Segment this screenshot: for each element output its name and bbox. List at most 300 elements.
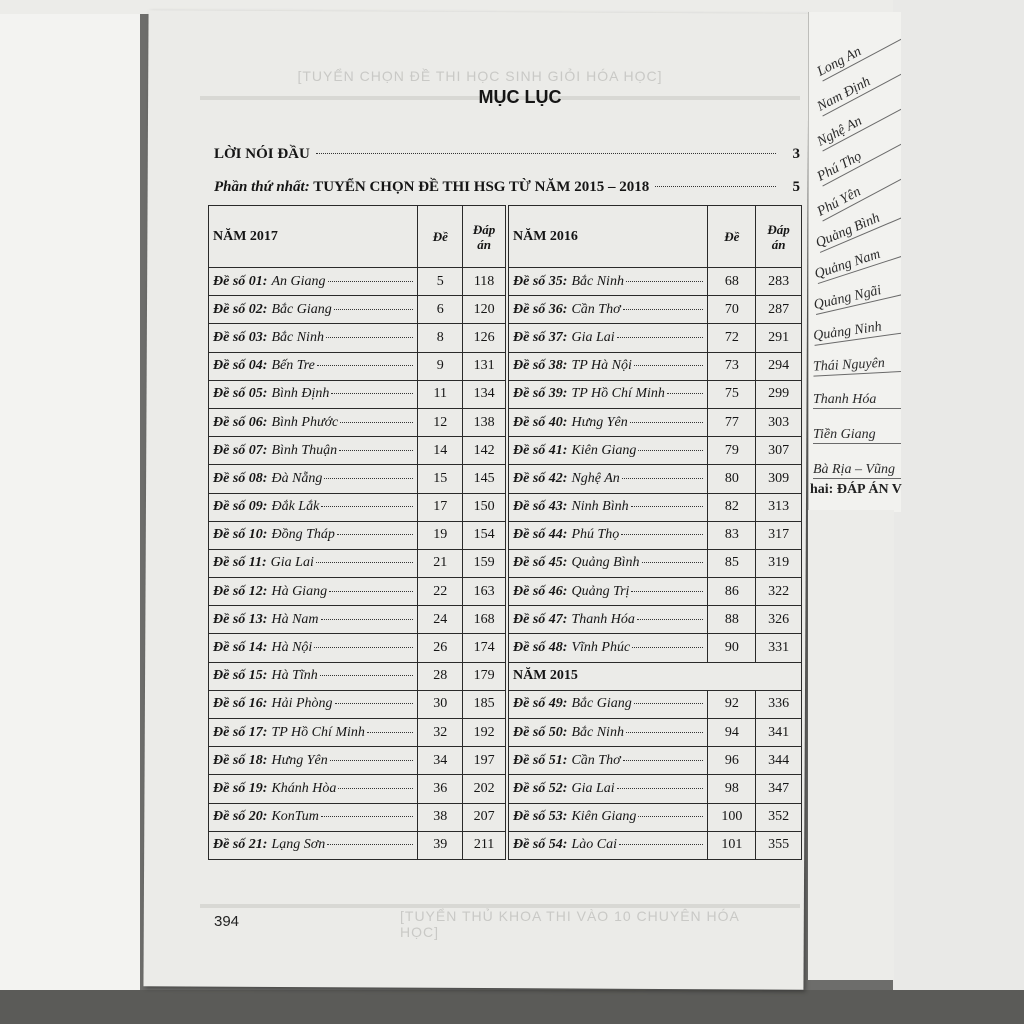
toc-entry-row[interactable] (209, 578, 506, 606)
entry-prefix: Đề số (213, 358, 246, 374)
entry-name-cell (209, 465, 418, 493)
entry-label (213, 274, 267, 290)
next-page-item: Phú Thọ (815, 125, 901, 187)
entry-dapan-page: 174 (463, 634, 506, 662)
entry-province: Bắc Giang (271, 301, 332, 317)
entry-de-page: 77 (708, 408, 756, 436)
entry-prefix: Đề số (513, 442, 546, 458)
entry-prefix: Đề số (213, 724, 246, 740)
next-page-item: Thanh Hóa (813, 392, 901, 409)
entry-province: Hà Nội (271, 640, 313, 656)
entry-dapan-page: 154 (463, 521, 506, 549)
entry-code: 47: (548, 611, 568, 627)
entry-dapan-page: 303 (756, 408, 802, 436)
dot-leader (326, 337, 413, 338)
next-page-item: Nam Định (815, 55, 901, 117)
entry-province: TP Hồ Chí Minh (571, 386, 665, 402)
toc-entry-row[interactable] (509, 578, 802, 606)
entry-label (513, 584, 567, 600)
entry-de-page: 88 (708, 606, 756, 634)
entry-prefix: Đề số (513, 752, 546, 768)
toc-entry-row[interactable] (209, 803, 506, 831)
entry-name-cell (209, 578, 418, 606)
entry-dapan-page: 145 (463, 465, 506, 493)
entry-dapan-page: 138 (463, 408, 506, 436)
entry-province: Đắk Lắk (271, 499, 320, 515)
entry-prefix: Đề số (213, 329, 246, 345)
toc-entry-row[interactable] (509, 352, 802, 380)
entry-label (513, 696, 567, 712)
background-left (0, 0, 140, 1024)
entry-prefix: Đề số (213, 696, 246, 712)
entry-dapan-page: 118 (463, 268, 506, 296)
toc-entry-row[interactable] (509, 606, 802, 634)
entry-name-cell (209, 437, 418, 465)
entry-dapan-page: 179 (463, 662, 506, 690)
dot-leader (321, 816, 413, 817)
entry-label (213, 837, 267, 853)
entry-province: Quảng Trị (571, 583, 630, 599)
next-page-item: Quảng Ngãi (812, 276, 901, 315)
entry-province: Đồng Tháp (271, 527, 335, 543)
entry-province: Cần Thơ (571, 752, 621, 768)
entry-de-page: 36 (418, 775, 463, 803)
entry-de-page: 80 (708, 465, 756, 493)
dot-leader (340, 422, 413, 423)
entry-de-page: 68 (708, 268, 756, 296)
entry-prefix: Đề số (513, 386, 546, 402)
entry-name-cell (209, 634, 418, 662)
entry-province: Bình Thuận (271, 442, 338, 458)
entry-prefix: Đề số (213, 414, 246, 430)
entry-de-page: 32 (418, 719, 463, 747)
entry-dapan-page: 309 (756, 465, 802, 493)
entry-code: 09: (248, 499, 268, 515)
entry-label (513, 753, 567, 769)
next-page-strip (808, 12, 901, 512)
entry-prefix: Đề số (513, 555, 546, 571)
toc-entry-row[interactable] (509, 493, 802, 521)
background-right (893, 0, 1024, 1024)
entry-province: TP Hà Nội (571, 358, 632, 374)
entry-code: 37: (548, 329, 568, 345)
entry-code: 15: (248, 668, 268, 684)
entry-de-page: 30 (418, 690, 463, 718)
entry-prefix: Đề số (213, 668, 246, 684)
entry-prefix: Đề số (213, 470, 246, 486)
entry-prefix: Đề số (213, 527, 246, 543)
entry-code: 02: (248, 301, 268, 317)
entry-dapan-page: 355 (756, 831, 802, 859)
entry-label (213, 471, 267, 487)
entry-name-cell (509, 296, 708, 324)
toc-entry-row[interactable] (509, 408, 802, 436)
entry-code: 19: (248, 780, 268, 796)
toc-entry-row[interactable] (209, 662, 506, 690)
running-header: [TUYỂN CHỌN ĐỀ THI HỌC SINH GIỎI HÓA HỌC] (297, 68, 663, 84)
entry-label (513, 471, 567, 487)
toc-entry-row[interactable] (509, 521, 802, 549)
entry-code: 44: (548, 527, 568, 543)
next-page-heading: hai: ĐÁP ÁN V (810, 482, 902, 497)
entry-dapan-page: 344 (756, 747, 802, 775)
entry-de-page: 5 (418, 268, 463, 296)
dot-leader (334, 309, 414, 310)
entry-dapan-page: 163 (463, 578, 506, 606)
entry-de-page: 8 (418, 324, 463, 352)
entry-label (513, 725, 567, 741)
dot-leader (314, 647, 413, 648)
entry-code: 03: (248, 329, 268, 345)
dot-leader (321, 506, 413, 507)
toc-entry-row[interactable] (209, 437, 506, 465)
entry-dapan-page: 150 (463, 493, 506, 521)
entry-de-page: 38 (418, 803, 463, 831)
dot-leader (617, 337, 704, 338)
entry-province: Hưng Yên (271, 752, 328, 768)
toc-entry-row[interactable] (209, 747, 506, 775)
entry-code: 10: (248, 527, 268, 543)
entry-province: Ninh Bình (571, 499, 629, 515)
entry-label (213, 499, 267, 515)
entry-province: Hà Nam (271, 611, 319, 627)
toc-entry-row[interactable] (509, 549, 802, 577)
entry-name-cell (209, 521, 418, 549)
toc-entry-row[interactable] (209, 690, 506, 718)
entry-label (513, 527, 567, 543)
entry-dapan-page: 319 (756, 549, 802, 577)
toc-entry-row[interactable] (509, 831, 802, 859)
col-header-de: Đề (418, 206, 463, 268)
dot-leader (626, 732, 704, 733)
entry-name-cell (209, 662, 418, 690)
entry-name-cell (209, 690, 418, 718)
dot-leader (339, 450, 413, 451)
entry-province: Phú Thọ (571, 527, 620, 543)
entry-dapan-page: 142 (463, 437, 506, 465)
entry-name-cell (209, 493, 418, 521)
entry-name-cell (209, 408, 418, 436)
toc-entry-row[interactable] (209, 634, 506, 662)
entry-prefix: Đề số (513, 611, 546, 627)
running-footer: [TUYỂN THỦ KHOA THI VÀO 10 CHUYÊN HÓA HỌC] (400, 908, 740, 940)
entry-label (513, 555, 567, 571)
entry-label (513, 612, 567, 628)
entry-de-page: 17 (418, 493, 463, 521)
entry-dapan-page: 352 (756, 803, 802, 831)
entry-prefix: Đề số (513, 724, 546, 740)
toc-part1-prefix: Phần thứ nhất: (214, 179, 310, 195)
dot-leader (327, 844, 413, 845)
dot-leader (626, 281, 704, 282)
entry-prefix: Đề số (213, 442, 246, 458)
entry-dapan-page: 331 (756, 634, 802, 662)
entry-dapan-page: 168 (463, 606, 506, 634)
toc-entry-row[interactable] (209, 408, 506, 436)
entry-prefix: Đề số (513, 696, 546, 712)
dot-leader (632, 647, 703, 648)
dot-leader (328, 281, 414, 282)
entry-name-cell (509, 803, 708, 831)
entry-prefix: Đề số (213, 555, 246, 571)
entry-name-cell (509, 437, 708, 465)
entry-name-cell (209, 803, 418, 831)
entry-province: Gia Lai (270, 555, 314, 571)
entry-de-page: 92 (708, 690, 756, 718)
entry-label (513, 499, 567, 515)
entry-de-page: 83 (708, 521, 756, 549)
entry-province: Thanh Hóa (571, 611, 635, 627)
toc-entry-row[interactable] (209, 296, 506, 324)
entry-label (513, 837, 567, 853)
entry-dapan-page: 322 (756, 578, 802, 606)
entry-dapan-page: 283 (756, 268, 802, 296)
dot-leader (324, 478, 413, 479)
toc-entry-row[interactable] (209, 380, 506, 408)
entry-code: 01: (248, 273, 268, 289)
entry-de-page: 28 (418, 662, 463, 690)
entry-dapan-page: 307 (756, 437, 802, 465)
entry-name-cell (209, 268, 418, 296)
entry-dapan-page: 347 (756, 775, 802, 803)
entry-code: 05: (248, 386, 268, 402)
entry-prefix: Đề số (213, 611, 246, 627)
toc-entry-row[interactable] (509, 465, 802, 493)
dot-leader (634, 703, 704, 704)
entry-province: Lạng Sơn (271, 837, 326, 853)
entry-code: 39: (548, 386, 568, 402)
entry-dapan-page: 207 (463, 803, 506, 831)
dot-leader (329, 591, 413, 592)
entry-prefix: Đề số (513, 470, 546, 486)
next-page-item: Long An (815, 20, 901, 82)
toc-entry-row[interactable] (509, 634, 802, 662)
entry-de-page: 90 (708, 634, 756, 662)
entry-code: 07: (248, 442, 268, 458)
toc-entry-row[interactable] (209, 324, 506, 352)
toc-part1-label: TUYỂN CHỌN ĐỀ THI HSG TỪ NĂM 2015 – 2018 (313, 179, 650, 195)
entry-prefix: Đề số (513, 358, 546, 374)
entry-dapan-page: 291 (756, 324, 802, 352)
entry-label (213, 696, 267, 712)
entry-label (213, 668, 267, 684)
entry-label (213, 584, 267, 600)
entry-prefix: Đề số (513, 499, 546, 515)
entry-dapan-page: 134 (463, 380, 506, 408)
entry-province: Bắc Ninh (571, 273, 624, 289)
entry-label (513, 781, 567, 797)
entry-name-cell (209, 719, 418, 747)
dot-leader (631, 591, 703, 592)
next-page-item: Tiền Giang (813, 427, 901, 444)
entry-prefix: Đề số (513, 583, 546, 599)
entry-name-cell (509, 578, 708, 606)
entry-label (513, 330, 567, 346)
entry-prefix: Đề số (513, 837, 546, 853)
toc-table-2016-2015 (508, 205, 802, 860)
entry-de-page: 70 (708, 296, 756, 324)
entry-prefix: Đề số (213, 583, 246, 599)
entry-label (513, 443, 567, 459)
toc-entry-row[interactable] (509, 437, 802, 465)
toc-entry-row[interactable] (509, 803, 802, 831)
entry-name-cell (509, 521, 708, 549)
dot-leader (642, 562, 704, 563)
toc-entry-row[interactable] (209, 831, 506, 859)
toc-entry-row[interactable] (509, 775, 802, 803)
entry-code: 13: (248, 611, 268, 627)
entry-dapan-page: 326 (756, 606, 802, 634)
dot-leader (320, 675, 414, 676)
entry-dapan-page: 159 (463, 549, 506, 577)
entry-dapan-page: 126 (463, 324, 506, 352)
entry-code: 14: (248, 640, 268, 656)
entry-label (213, 640, 267, 656)
entry-label (513, 274, 567, 290)
entry-de-page: 75 (708, 380, 756, 408)
entry-name-cell (509, 747, 708, 775)
entry-label (513, 358, 567, 374)
entry-name-cell (209, 380, 418, 408)
toc-entry-row[interactable] (509, 296, 802, 324)
entry-name-cell (509, 775, 708, 803)
entry-code: 21: (248, 837, 268, 853)
entry-name-cell (209, 831, 418, 859)
entry-name-cell (209, 747, 418, 775)
entry-label (213, 386, 267, 402)
entry-label (213, 330, 267, 346)
entry-de-page: 12 (418, 408, 463, 436)
dot-leader (631, 506, 704, 507)
page-title: MỤC LỤC (478, 87, 562, 107)
toc-entry-row[interactable] (509, 690, 802, 718)
entry-prefix: Đề số (213, 301, 246, 317)
entry-code: 48: (548, 640, 568, 656)
entry-prefix: Đề số (513, 640, 546, 656)
next-page-item: Quảng Nam (813, 237, 901, 284)
entry-de-page: 100 (708, 803, 756, 831)
entry-de-page: 6 (418, 296, 463, 324)
toc-entry-row[interactable] (509, 324, 802, 352)
entry-prefix: Đề số (513, 329, 546, 345)
dot-leader (638, 816, 703, 817)
entry-dapan-page: 131 (463, 352, 506, 380)
next-page-lower (808, 510, 894, 980)
entry-name-cell (509, 268, 708, 296)
entry-code: 16: (248, 696, 268, 712)
entry-label (513, 640, 567, 656)
year-header-2016: NĂM 2016 (509, 206, 708, 268)
dot-leader (630, 422, 704, 423)
entry-code: 08: (248, 470, 268, 486)
entry-label (213, 415, 267, 431)
entry-province: Khánh Hòa (271, 780, 337, 796)
entry-name-cell (209, 775, 418, 803)
toc-part1[interactable] (214, 179, 800, 196)
entry-name-cell (209, 606, 418, 634)
entry-prefix: Đề số (213, 809, 246, 825)
entry-code: 42: (548, 470, 568, 486)
toc-entry-row[interactable] (209, 719, 506, 747)
entry-dapan-page: 294 (756, 352, 802, 380)
dot-leader (367, 732, 413, 733)
toc-entry-row[interactable] (209, 352, 506, 380)
entry-name-cell (509, 324, 708, 352)
entry-code: 06: (248, 414, 268, 430)
entry-label (213, 809, 267, 825)
entry-code: 12: (248, 583, 268, 599)
entry-de-page: 96 (708, 747, 756, 775)
entry-de-page: 86 (708, 578, 756, 606)
toc-preface[interactable] (214, 146, 800, 163)
entry-code: 41: (548, 442, 568, 458)
entry-name-cell (509, 352, 708, 380)
entry-dapan-page: 202 (463, 775, 506, 803)
entry-dapan-page: 185 (463, 690, 506, 718)
entry-province: Hải Phòng (271, 696, 333, 712)
toc-entry-row[interactable] (209, 549, 506, 577)
entry-name-cell (509, 606, 708, 634)
dot-leader (316, 562, 414, 563)
toc-entry-row[interactable] (509, 380, 802, 408)
entry-de-page: 82 (708, 493, 756, 521)
entry-province: Quảng Bình (571, 555, 640, 571)
dot-leader (317, 365, 414, 366)
entry-label (213, 358, 267, 374)
entry-de-page: 22 (418, 578, 463, 606)
entry-code: 36: (548, 301, 568, 317)
next-page-item: Bà Rịa – Vũng (813, 462, 901, 479)
toc-entry-row[interactable] (209, 465, 506, 493)
entry-name-cell (509, 380, 708, 408)
entry-de-page: 14 (418, 437, 463, 465)
toc-entry-row[interactable] (509, 747, 802, 775)
toc-entry-row[interactable] (209, 268, 506, 296)
toc-entry-row[interactable] (209, 606, 506, 634)
entry-prefix: Đề số (213, 273, 246, 289)
entry-label (213, 302, 267, 318)
toc-entry-row[interactable] (509, 268, 802, 296)
entry-code: 51: (548, 752, 568, 768)
entry-province: Vĩnh Phúc (571, 640, 631, 656)
entry-province: TP Hồ Chí Minh (271, 724, 365, 740)
dot-leader (335, 703, 414, 704)
entry-dapan-page: 120 (463, 296, 506, 324)
entry-de-page: 72 (708, 324, 756, 352)
dot-leader (316, 153, 776, 154)
entry-code: 38: (548, 358, 568, 374)
entry-name-cell (209, 296, 418, 324)
entry-name-cell (509, 465, 708, 493)
entry-label (213, 753, 267, 769)
entry-label (513, 415, 567, 431)
toc-entry-row[interactable] (509, 719, 802, 747)
entry-province: KonTum (271, 809, 319, 825)
entry-name-cell (509, 719, 708, 747)
entry-de-page: 85 (708, 549, 756, 577)
entry-province: An Giang (271, 273, 326, 289)
next-page-item: Quảng Bình (814, 198, 901, 253)
entry-de-page: 19 (418, 521, 463, 549)
toc-entry-row[interactable] (209, 493, 506, 521)
entry-de-page: 39 (418, 831, 463, 859)
toc-preface-page: 3 (792, 146, 800, 162)
entry-label (213, 443, 267, 459)
entry-dapan-page: 287 (756, 296, 802, 324)
entry-code: 04: (248, 358, 268, 374)
toc-entry-row[interactable] (209, 521, 506, 549)
toc-entry-row[interactable] (209, 775, 506, 803)
